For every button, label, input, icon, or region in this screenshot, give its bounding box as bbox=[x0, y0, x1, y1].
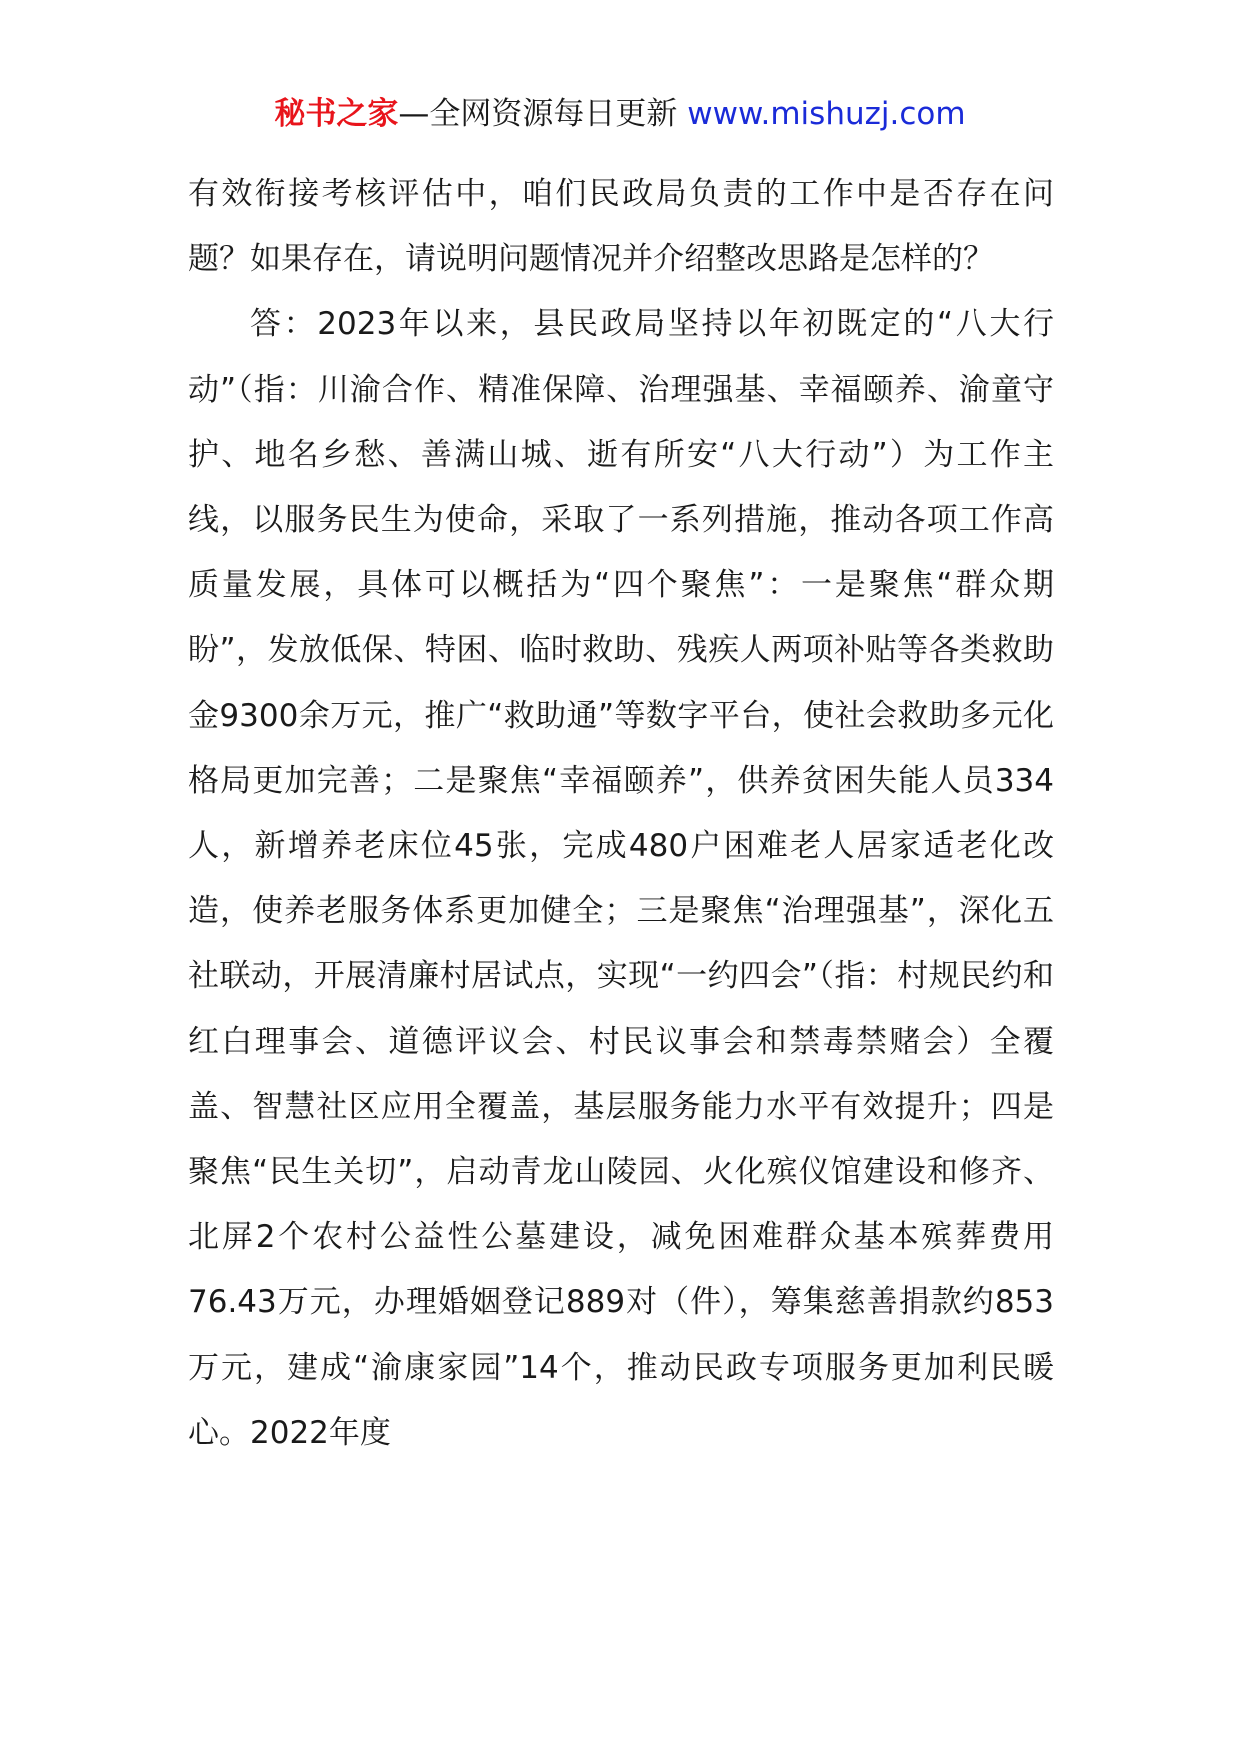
answer-paragraph: 答：2023年以来，县民政局坚持以年初既定的“八大行动”（指：川渝合作、精准保障、治理强基、幸福颐养、渝童守护、地名乡愁、善满山城、逝有所安“八大行动”）为工作主线，以服务民生为使命，采取了一系列措施，推动各项工作高质量发展，具体可以概括为“四个聚焦”：一是聚焦“群众期盼”，发放低保、特困、临时救助、残疾人两项补贴等各类救助金9300余万元，推广“救助通”等数字平台，使社会救助多元化格局更加完善；二是聚焦“幸福颐养”，供养贫困失能人员334人，新增养老床位45张，完成480户困难老人居家适老化改造，使养老服务体系更加健全；三是聚焦“治理强基”，深化五社联动，开展清廉村居试点，实现“一约四会”（指：村规民约和红白理事会、道德评议会、村民议事会和禁毒禁赌会）全覆盖、智慧社区应用全覆盖，基层服务能力水平有效提升；四是聚焦“民生关切”，启动青龙山陵园、火化殡仪馆建设和修齐、北屏2个农村公益性公墓建设，减免困难群众基本殡葬费用76.43万元，办理婚姻登记889对（件），筹集慈善捐款约853万元，建成“渝康家园”14个，推动民政专项服务更加利民暖心。2022年度 bbox=[188, 306, 1054, 1451]
document-body bbox=[188, 162, 1054, 1466]
website-url[interactable]: www.mishuzj.com bbox=[687, 96, 966, 132]
page-header bbox=[0, 92, 1240, 136]
question-paragraph: 有效衔接考核评估中，咱们民政局负责的工作中是否存在问题？如果存在，请说明问题情况并介绍整改思路是怎样的？ bbox=[188, 176, 1054, 278]
header-slogan: —全网资源每日更新 bbox=[398, 96, 678, 132]
brand-name: 秘书之家 bbox=[274, 96, 399, 132]
